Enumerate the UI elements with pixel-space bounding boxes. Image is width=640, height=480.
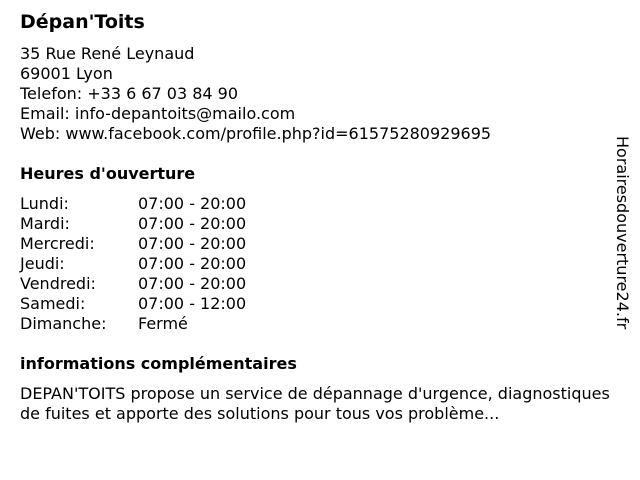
time-range: 07:00 - 20:00 xyxy=(138,214,247,233)
day-label: Mercredi: xyxy=(20,234,95,253)
time-range: Fermé xyxy=(138,314,188,333)
phone-number: Telefon: +33 6 67 03 84 90 xyxy=(20,84,239,103)
business-name: Dépan'Toits xyxy=(20,11,145,33)
day-label: Samedi: xyxy=(20,294,86,313)
time-range: 07:00 - 20:00 xyxy=(138,254,247,273)
email-address: Email: info-depantoits@mailo.com xyxy=(20,104,296,123)
address-street: 35 Rue René Leynaud xyxy=(20,44,195,63)
day-label: Jeudi: xyxy=(20,254,65,273)
website-url: Web: www.facebook.com/profile.php?id=61575280929695 xyxy=(20,124,492,143)
hours-heading: Heures d'ouverture xyxy=(20,164,196,183)
info-heading: informations complémentaires xyxy=(20,354,297,373)
site-watermark: Horairesdouverture24.fr xyxy=(613,136,632,330)
day-label: Mardi: xyxy=(20,214,70,233)
business-description: DEPAN'TOITS propose un service de dépannage d'urgence, diagnostiques de fuites et apporte des solutions pour tous vos problème... xyxy=(20,384,610,423)
time-range: 07:00 - 20:00 xyxy=(138,234,247,253)
contact-block xyxy=(20,44,491,144)
time-range: 07:00 - 20:00 xyxy=(138,274,247,293)
day-label: Lundi: xyxy=(20,194,69,213)
time-range: 07:00 - 20:00 xyxy=(138,194,247,213)
day-label: Dimanche: xyxy=(20,314,107,333)
time-range: 07:00 - 12:00 xyxy=(138,294,247,313)
address-city: 69001 Lyon xyxy=(20,64,113,83)
day-label: Vendredi: xyxy=(20,274,96,293)
